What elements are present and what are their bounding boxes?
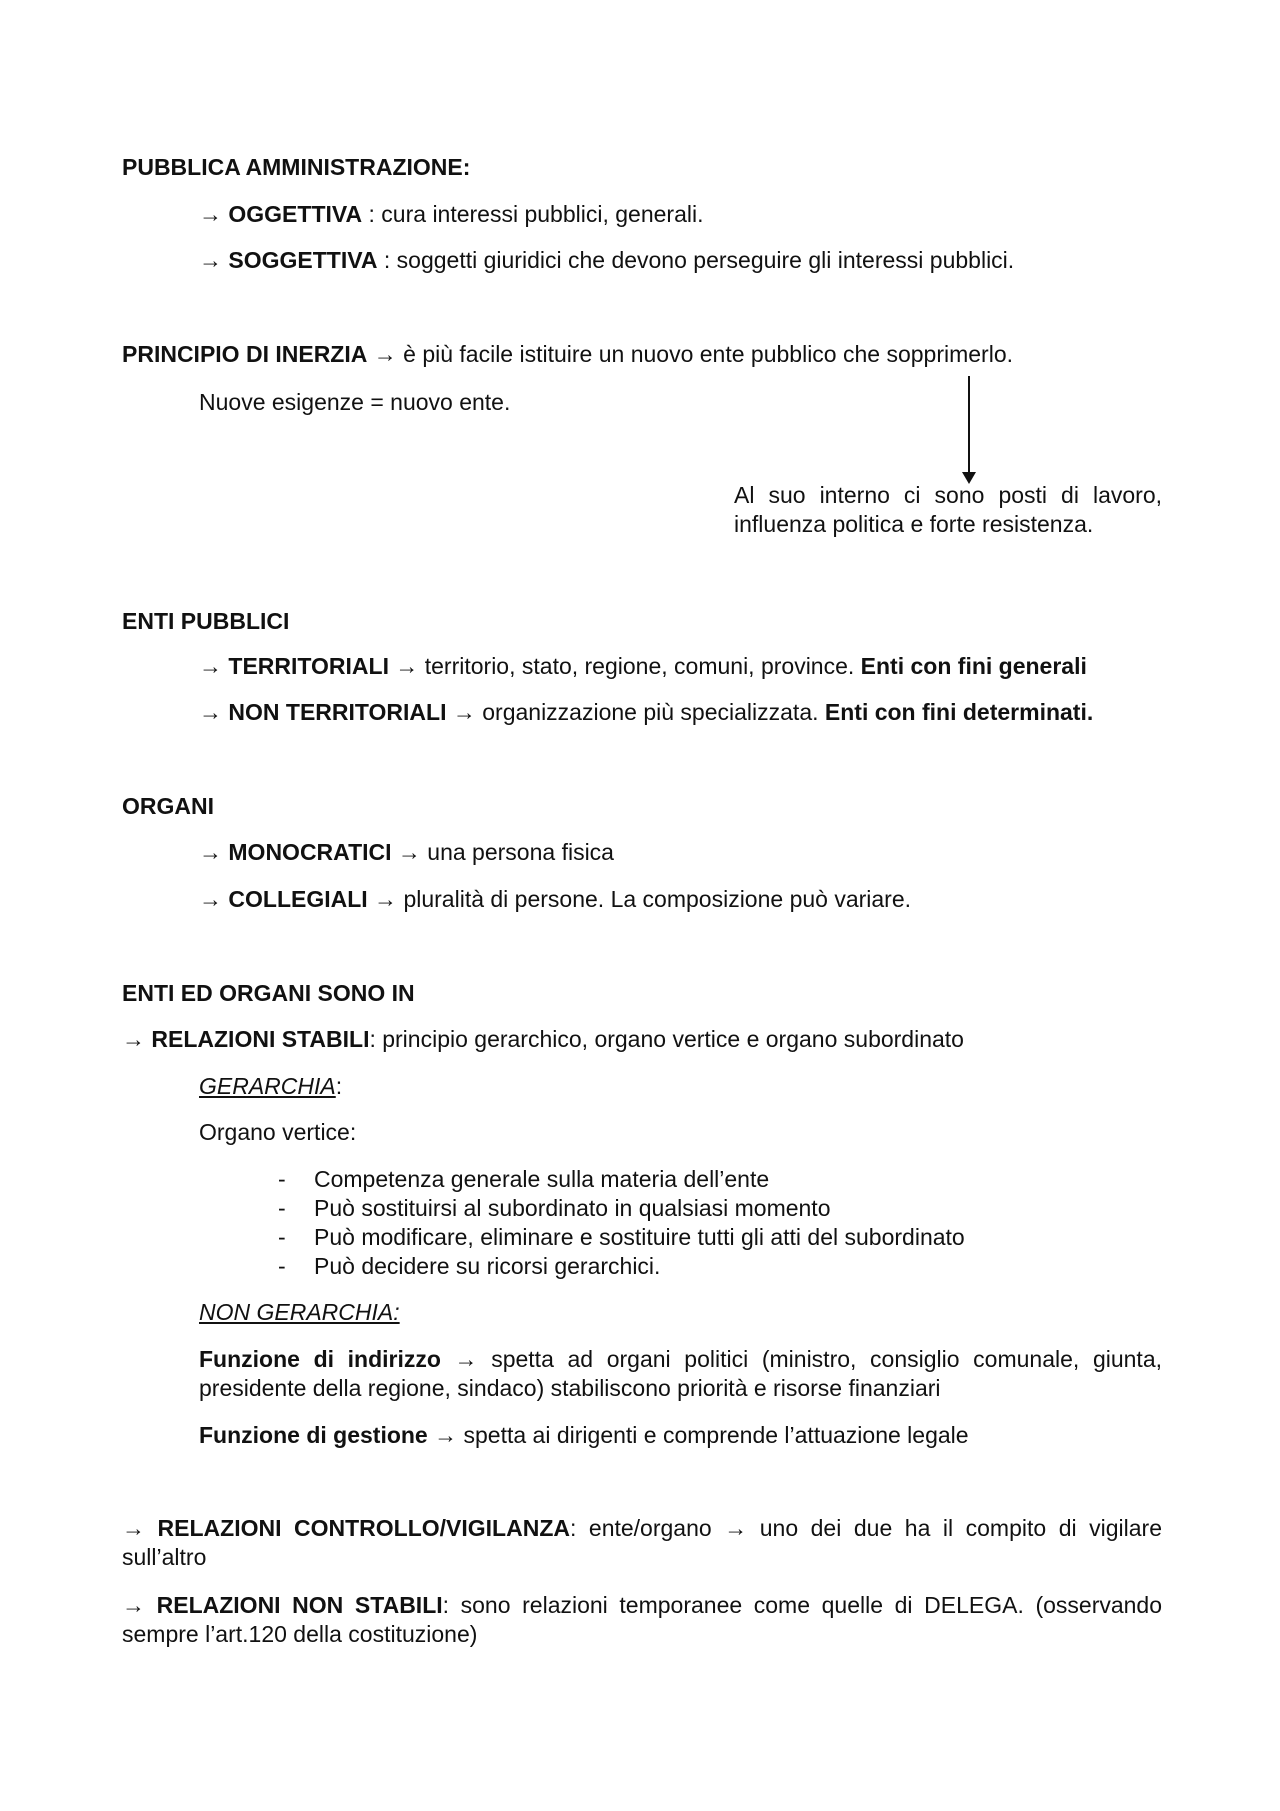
gerarchia-colon: : bbox=[335, 1073, 343, 1099]
term-monocratici: MONOCRATICI bbox=[228, 839, 392, 865]
enti-non-territoriali-line bbox=[199, 698, 1093, 727]
term-oggettiva: OGGETTIVA bbox=[228, 201, 363, 227]
term-relazioni-controllo: RELAZIONI CONTROLLO/VIGILANZA bbox=[157, 1515, 570, 1541]
bullet-dash: - bbox=[278, 1224, 286, 1250]
inerzia-note-line1: Al suo interno ci sono posti di lavoro, bbox=[734, 482, 1162, 508]
desc-relazioni-non-stabili: : sono relazioni temporanee come quelle di DELEGA. (osservando sempre l’art.120 della costituzione) bbox=[122, 1592, 1163, 1647]
desc-funzione-indirizzo: → spetta ad organi politici (ministro, consiglio comunale, giunta, presidente della regione, sindaco) stabiliscono priorità e risorse finanziari bbox=[199, 1346, 1162, 1401]
term-territoriali: TERRITORIALI bbox=[228, 653, 389, 679]
enti-territoriali-line bbox=[199, 652, 1087, 681]
desc-funzione-gestione: → spetta ai dirigenti e comprende l’attuazione legale bbox=[427, 1422, 969, 1448]
bullet-text: Può modificare, eliminare e sostituire tutti gli atti del subordinato bbox=[314, 1224, 965, 1250]
inerzia-note-line2: influenza politica e forte resistenza. bbox=[734, 511, 1094, 537]
bullet-text: Può decidere su ricorsi gerarchici. bbox=[314, 1253, 661, 1279]
heading-organi: ORGANI bbox=[122, 793, 214, 819]
heading-pubblica-amministrazione: PUBBLICA AMMINISTRAZIONE: bbox=[122, 154, 471, 180]
heading-enti-pubblici: ENTI PUBBLICI bbox=[122, 608, 290, 634]
organi-monocratici-line bbox=[199, 838, 614, 867]
desc-monocratici: → una persona fisica bbox=[391, 839, 614, 865]
pa-oggettiva-line bbox=[199, 200, 703, 229]
pa-soggettiva-line bbox=[199, 246, 1014, 275]
bullet-dash: - bbox=[278, 1253, 286, 1279]
term-principio-inerzia: PRINCIPIO DI INERZIA bbox=[122, 341, 368, 367]
arrow-glyph: → bbox=[122, 1026, 145, 1052]
bullet-text: Competenza generale sulla materia dell’ente bbox=[314, 1166, 770, 1192]
bullet-text: Può sostituirsi al subordinato in qualsiasi momento bbox=[314, 1195, 831, 1221]
desc-oggettiva: : cura interessi pubblici, generali. bbox=[362, 201, 704, 227]
arrow-glyph: → bbox=[122, 1515, 145, 1541]
heading-enti-organi: ENTI ED ORGANI SONO IN bbox=[122, 980, 415, 1006]
arrow-glyph: → bbox=[199, 699, 222, 725]
term-relazioni-stabili: RELAZIONI STABILI bbox=[151, 1026, 370, 1052]
organo-vertice-label: Organo vertice: bbox=[199, 1119, 357, 1145]
gerarchia-label-line bbox=[199, 1072, 342, 1101]
desc-soggettiva: : soggetti giuridici che devono perseguire gli interessi pubblici. bbox=[377, 247, 1015, 273]
organi-collegiali-line bbox=[199, 885, 911, 914]
funzione-gestione-line bbox=[199, 1421, 969, 1450]
relazioni-stabili-line bbox=[122, 1025, 964, 1054]
arrow-glyph: → bbox=[199, 247, 222, 273]
bold-fini-generali: Enti con fini generali bbox=[860, 653, 1087, 679]
term-collegiali: COLLEGIALI bbox=[228, 886, 368, 912]
desc-territoriali: → territorio, stato, regione, comuni, province. bbox=[388, 653, 861, 679]
relazioni-non-stabili-paragraph bbox=[122, 1591, 1162, 1649]
term-non-territoriali: NON TERRITORIALI bbox=[228, 699, 447, 725]
arrow-glyph: → bbox=[199, 653, 222, 679]
inerzia-sub: Nuove esigenze = nuovo ente. bbox=[199, 389, 511, 415]
arrow-glyph: → bbox=[122, 1592, 145, 1618]
bullet-dash: - bbox=[278, 1166, 286, 1192]
relazioni-controllo-paragraph bbox=[122, 1514, 1162, 1572]
bold-fini-determinati: Enti con fini determinati. bbox=[824, 699, 1094, 725]
non-gerarchia-label: NON GERARCHIA: bbox=[199, 1299, 400, 1325]
term-relazioni-non-stabili: RELAZIONI NON STABILI bbox=[156, 1592, 443, 1618]
desc-relazioni-stabili: : principio gerarchico, organo vertice e organo subordinato bbox=[369, 1026, 964, 1052]
down-arrow-connector bbox=[968, 376, 970, 474]
term-funzione-indirizzo: Funzione di indirizzo bbox=[199, 1346, 441, 1372]
term-funzione-gestione: Funzione di gestione bbox=[199, 1422, 428, 1448]
desc-principio-inerzia: → è più facile istituire un nuovo ente pubblico che sopprimerlo. bbox=[367, 341, 1013, 367]
funzione-indirizzo-paragraph bbox=[199, 1345, 1162, 1403]
inerzia-line bbox=[122, 340, 1013, 369]
desc-non-territoriali: → organizzazione più specializzata. bbox=[446, 699, 825, 725]
desc-collegiali: → pluralità di persone. La composizione può variare. bbox=[367, 886, 912, 912]
arrow-glyph: → bbox=[199, 201, 222, 227]
desc-relazioni-controllo: : ente/organo → uno dei due ha il compito di vigilare sull’altro bbox=[122, 1515, 1162, 1570]
bullet-dash: - bbox=[278, 1195, 286, 1221]
term-soggettiva: SOGGETTIVA bbox=[228, 247, 378, 273]
arrow-glyph: → bbox=[199, 839, 222, 865]
arrow-glyph: → bbox=[199, 886, 222, 912]
gerarchia-label: GERARCHIA bbox=[199, 1073, 336, 1099]
